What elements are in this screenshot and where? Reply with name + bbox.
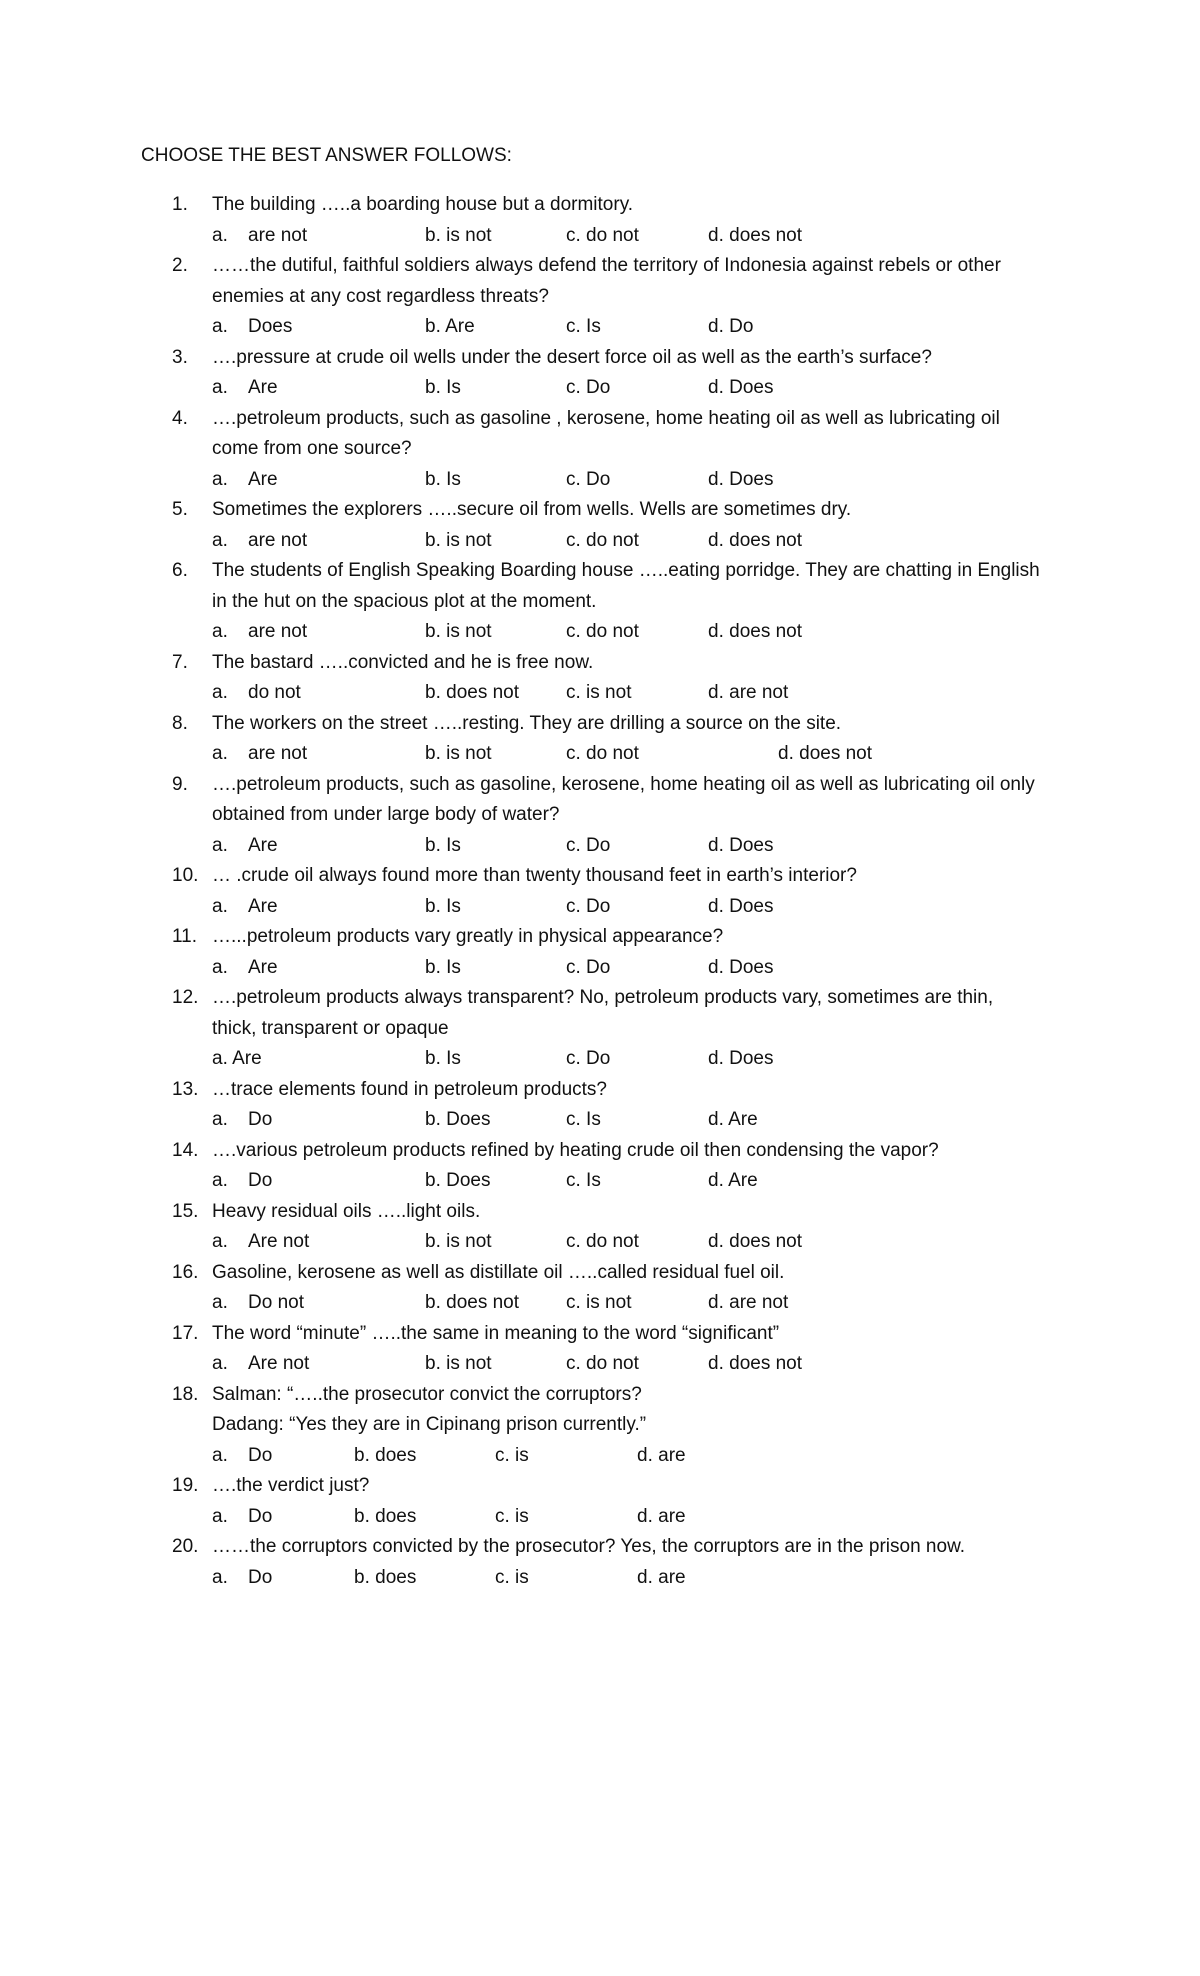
- question-text: ….petroleum products, such as gasoline, kerosene, home heating oil as well as lubricating oil only: [212, 773, 1035, 795]
- option-letter: a.: [212, 1353, 228, 1374]
- option-text: are not: [248, 529, 308, 551]
- answer-option[interactable]: b. Is: [425, 834, 461, 856]
- answer-option[interactable]: d. are not: [708, 682, 789, 703]
- option-text: are not: [248, 224, 308, 246]
- question-text: Sometimes the explorers …..secure oil from wells. Wells are sometimes dry.: [212, 499, 852, 520]
- answer-option[interactable]: c. is: [495, 1444, 529, 1466]
- answer-option[interactable]: [212, 678, 301, 709]
- answer-option[interactable]: b. Does: [425, 1170, 491, 1191]
- option-text: Do: [248, 1444, 273, 1466]
- option-text: Do: [248, 1109, 273, 1130]
- answer-option[interactable]: b. Does: [425, 1109, 491, 1130]
- option-letter: a.: [212, 895, 228, 917]
- question-number: 11.: [172, 926, 198, 947]
- question-text: enemies at any cost regardless threats?: [212, 285, 549, 307]
- answer-option[interactable]: d. are: [637, 1566, 686, 1588]
- answer-option[interactable]: [212, 1349, 309, 1380]
- question-text: The word “minute” …..the same in meaning to the word “significant”: [212, 1322, 780, 1344]
- answer-option[interactable]: [212, 1502, 272, 1533]
- question-line: [0, 709, 1200, 740]
- question-line: [0, 648, 1200, 679]
- question-item: [0, 983, 1200, 1075]
- question-text: come from one source?: [212, 438, 412, 459]
- answer-option[interactable]: b. is not: [425, 621, 492, 642]
- answer-option[interactable]: c. is not: [566, 682, 632, 703]
- question-text: ……the corruptors convicted by the prosecutor? Yes, the corruptors are in the prison now.: [212, 1536, 966, 1557]
- option-letter: a.: [212, 682, 228, 703]
- answer-option[interactable]: d. are not: [708, 1292, 789, 1313]
- question-item: [0, 922, 1200, 983]
- question-line: [0, 1197, 1200, 1228]
- answer-option[interactable]: [212, 221, 307, 252]
- option-text: Do not: [248, 1292, 304, 1313]
- question-number: 4.: [172, 407, 188, 429]
- option-text: Do: [248, 1566, 273, 1588]
- answer-option[interactable]: d. Does: [708, 895, 774, 917]
- answer-option[interactable]: b. is not: [425, 1231, 492, 1252]
- option-text: Are: [248, 377, 278, 398]
- question-item: [0, 1075, 1200, 1136]
- answer-options: [0, 1441, 1200, 1472]
- answer-option[interactable]: c. Do: [566, 956, 611, 978]
- answer-option[interactable]: c. do not: [566, 1353, 639, 1374]
- answer-option[interactable]: [212, 526, 307, 557]
- answer-option[interactable]: c. do not: [566, 743, 639, 764]
- answer-option[interactable]: [212, 831, 278, 862]
- answer-option[interactable]: c. Is: [566, 316, 601, 337]
- answer-option[interactable]: d. does not: [708, 1353, 803, 1374]
- answer-option[interactable]: [212, 1288, 304, 1319]
- answer-option[interactable]: b. does not: [425, 1292, 520, 1313]
- option-text: Do: [248, 1170, 273, 1191]
- question-number: 3.: [172, 346, 188, 368]
- answer-option[interactable]: [212, 1166, 272, 1197]
- answer-option[interactable]: c. do not: [566, 224, 639, 246]
- option-letter: a.: [212, 468, 228, 490]
- question-number: 15.: [172, 1200, 199, 1222]
- answer-options: [0, 1166, 1200, 1197]
- question-text: …...petroleum products vary greatly in physical appearance?: [212, 926, 724, 947]
- question-item: [0, 1197, 1200, 1258]
- question-line: [0, 1410, 1200, 1441]
- question-line: [0, 343, 1200, 374]
- question-number: 17.: [172, 1322, 199, 1344]
- answer-option[interactable]: d. Does: [708, 834, 774, 856]
- answer-option[interactable]: d. are: [637, 1505, 686, 1527]
- question-line: [0, 1075, 1200, 1106]
- question-number: 20.: [172, 1536, 199, 1557]
- question-line: [0, 983, 1200, 1014]
- question-number: 19.: [172, 1475, 199, 1496]
- answer-option[interactable]: c. Do: [566, 1048, 611, 1069]
- answer-option[interactable]: c. Is: [566, 1170, 601, 1191]
- answer-option[interactable]: [212, 953, 278, 984]
- question-text: Heavy residual oils …..light oils.: [212, 1200, 481, 1222]
- option-text: Are: [248, 895, 278, 917]
- question-number: 12.: [172, 987, 199, 1008]
- answer-options: [0, 373, 1200, 404]
- answer-option[interactable]: b. does not: [425, 682, 520, 703]
- answer-option[interactable]: b. is not: [425, 1353, 492, 1374]
- question-line: [0, 556, 1200, 587]
- answer-option[interactable]: b. does: [354, 1566, 417, 1588]
- question-line: [0, 190, 1200, 221]
- question-item: [0, 190, 1200, 251]
- question-number: 1.: [172, 194, 188, 215]
- option-letter: a.: [212, 1505, 228, 1527]
- answer-option[interactable]: d. does not: [708, 1231, 803, 1252]
- question-item: [0, 1136, 1200, 1197]
- answer-options: [0, 831, 1200, 862]
- answer-options: [0, 526, 1200, 557]
- answer-option[interactable]: [212, 739, 307, 770]
- question-number: 9.: [172, 773, 188, 795]
- answer-option[interactable]: d. Does: [708, 956, 774, 978]
- answer-options: [0, 1349, 1200, 1380]
- option-letter: a.: [212, 1231, 228, 1252]
- option-text: are not: [248, 743, 308, 764]
- answer-option[interactable]: b. Is: [425, 956, 461, 978]
- question-line: [0, 1258, 1200, 1289]
- option-text: do not: [248, 682, 301, 703]
- question-line: [0, 800, 1200, 831]
- answer-option[interactable]: [212, 1105, 272, 1136]
- answer-options: [0, 1044, 1200, 1075]
- option-letter: a.: [212, 834, 228, 856]
- answer-option[interactable]: c. do not: [566, 529, 639, 551]
- answer-option[interactable]: b. Is: [425, 468, 461, 490]
- answer-option[interactable]: d. does not: [708, 529, 803, 551]
- option-letter: a.: [212, 1444, 228, 1466]
- answer-option[interactable]: d. Does: [708, 377, 774, 398]
- question-line: [0, 1136, 1200, 1167]
- option-letter: a.: [212, 1566, 228, 1588]
- question-line: [0, 922, 1200, 953]
- answer-option[interactable]: d. does not: [708, 224, 803, 246]
- answer-option[interactable]: b. does: [354, 1444, 417, 1466]
- question-text: Dadang: “Yes they are in Cipinang prison currently.”: [212, 1414, 647, 1435]
- answer-option[interactable]: c. Do: [566, 834, 611, 856]
- answer-option[interactable]: b. Is: [425, 895, 461, 917]
- answer-options: [0, 953, 1200, 984]
- answer-option[interactable]: b. Is: [425, 1048, 461, 1069]
- option-text: Are not: [248, 1231, 310, 1252]
- option-letter: a.: [212, 377, 228, 398]
- question-number: 14.: [172, 1139, 199, 1161]
- question-item: [0, 1532, 1200, 1593]
- answer-option[interactable]: [212, 465, 278, 496]
- question-item: [0, 1380, 1200, 1472]
- question-item: [0, 556, 1200, 648]
- question-number: 6.: [172, 560, 188, 581]
- question-number: 5.: [172, 499, 188, 520]
- option-text: Does: [248, 316, 293, 337]
- answer-option[interactable]: [212, 1563, 272, 1594]
- question-number: 8.: [172, 712, 188, 734]
- question-text: The students of English Speaking Boarding house …..eating porridge. They are chatting in English: [212, 560, 1040, 581]
- answer-option[interactable]: c. Do: [566, 895, 611, 917]
- answer-option[interactable]: d. Are: [708, 1170, 758, 1191]
- answer-option[interactable]: b. is not: [425, 529, 492, 551]
- question-text: … .crude oil always found more than twenty thousand feet in earth’s interior?: [212, 865, 857, 886]
- question-text: ….petroleum products always transparent? No, petroleum products vary, sometimes are thin,: [212, 987, 994, 1008]
- question-item: [0, 770, 1200, 862]
- answer-option[interactable]: c. Do: [566, 468, 611, 490]
- question-line: [0, 495, 1200, 526]
- question-line: [0, 251, 1200, 282]
- answer-option[interactable]: d. does not: [778, 743, 873, 764]
- question-text: ……the dutiful, faithful soldiers always defend the territory of Indonesia against rebels or other: [212, 255, 1001, 276]
- answer-options: [0, 678, 1200, 709]
- option-text: Are: [248, 834, 278, 856]
- answer-option[interactable]: b. does: [354, 1505, 417, 1527]
- answer-option[interactable]: d. Does: [708, 468, 774, 490]
- option-text: Are not: [248, 1353, 310, 1374]
- answer-option[interactable]: [212, 892, 278, 923]
- question-text: ….the verdict just?: [212, 1475, 370, 1496]
- answer-option[interactable]: [212, 373, 278, 404]
- question-text: …trace elements found in petroleum products?: [212, 1078, 607, 1100]
- question-text: obtained from under large body of water?: [212, 804, 560, 825]
- question-number: 10.: [172, 865, 199, 886]
- question-list: [0, 190, 1200, 1593]
- option-letter: a.: [212, 1109, 228, 1130]
- question-line: [0, 861, 1200, 892]
- answer-option[interactable]: [212, 1227, 309, 1258]
- option-text: Do: [248, 1505, 273, 1527]
- question-text: ….pressure at crude oil wells under the desert force oil as well as the earth’s surface?: [212, 346, 932, 368]
- answer-option[interactable]: [212, 1441, 272, 1472]
- question-text: in the hut on the spacious plot at the moment.: [212, 590, 597, 612]
- option-letter: a.: [212, 1170, 228, 1191]
- question-item: [0, 648, 1200, 709]
- option-letter: a.: [212, 316, 228, 337]
- answer-options: [0, 312, 1200, 343]
- answer-options: [0, 617, 1200, 648]
- question-text: ….petroleum products, such as gasoline , kerosene, home heating oil as well as lubricating oil: [212, 407, 1000, 429]
- answer-option[interactable]: b. Is: [425, 377, 461, 398]
- question-line: [0, 434, 1200, 465]
- question-line: [0, 1319, 1200, 1350]
- question-item: [0, 1471, 1200, 1532]
- question-item: [0, 251, 1200, 343]
- question-line: [0, 1380, 1200, 1411]
- answer-option[interactable]: [212, 312, 292, 343]
- question-text: thick, transparent or opaque: [212, 1017, 449, 1039]
- question-line: [0, 1471, 1200, 1502]
- question-item: [0, 861, 1200, 922]
- answer-option[interactable]: c. Is: [566, 1109, 601, 1130]
- answer-options: [0, 1288, 1200, 1319]
- question-item: [0, 1319, 1200, 1380]
- question-item: [0, 495, 1200, 556]
- answer-options: [0, 1105, 1200, 1136]
- answer-option[interactable]: c. do not: [566, 1231, 639, 1252]
- question-text: Salman: “…..the prosecutor convict the corruptors?: [212, 1383, 642, 1405]
- question-line: [0, 587, 1200, 618]
- question-line: [0, 1014, 1200, 1045]
- option-letter: a.: [212, 224, 228, 246]
- answer-option[interactable]: a. Are: [212, 1048, 262, 1069]
- question-item: [0, 343, 1200, 404]
- option-text: are not: [248, 621, 308, 642]
- answer-option[interactable]: b. is not: [425, 224, 492, 246]
- answer-options: [0, 1227, 1200, 1258]
- question-number: 18.: [172, 1383, 199, 1405]
- answer-option[interactable]: b. is not: [425, 743, 492, 764]
- answer-option[interactable]: b. Are: [425, 316, 475, 337]
- question-line: [0, 770, 1200, 801]
- page-heading: CHOOSE THE BEST ANSWER FOLLOWS:: [141, 145, 512, 166]
- answer-option[interactable]: c. do not: [566, 621, 639, 642]
- answer-options: [0, 465, 1200, 496]
- question-item: [0, 709, 1200, 770]
- question-text: ….various petroleum products refined by heating crude oil then condensing the vapor?: [212, 1139, 939, 1161]
- answer-option[interactable]: d. are: [637, 1444, 686, 1466]
- question-number: 16.: [172, 1261, 199, 1283]
- question-line: [0, 404, 1200, 435]
- option-text: Are: [248, 956, 278, 978]
- answer-option[interactable]: c. is: [495, 1505, 529, 1527]
- answer-option[interactable]: c. is not: [566, 1292, 632, 1313]
- question-text: The building …..a boarding house but a dormitory.: [212, 194, 634, 215]
- question-item: [0, 1258, 1200, 1319]
- question-line: [0, 282, 1200, 313]
- question-text: The bastard …..convicted and he is free now.: [212, 651, 594, 673]
- option-letter: a.: [212, 743, 228, 764]
- answer-option[interactable]: d. Are: [708, 1109, 758, 1130]
- answer-options: [0, 1563, 1200, 1594]
- question-text: The workers on the street …..resting. They are drilling a source on the site.: [212, 712, 842, 734]
- option-letter: a.: [212, 529, 228, 551]
- option-letter: a.: [212, 956, 228, 978]
- question-number: 7.: [172, 651, 188, 673]
- answer-option[interactable]: d. Do: [708, 316, 754, 337]
- option-letter: a.: [212, 1292, 228, 1313]
- answer-option[interactable]: [212, 617, 307, 648]
- answer-option[interactable]: d. Does: [708, 1048, 774, 1069]
- answer-options: [0, 1502, 1200, 1533]
- answer-option[interactable]: c. Do: [566, 377, 611, 398]
- option-text: Are: [248, 468, 278, 490]
- answer-options: [0, 221, 1200, 252]
- option-letter: a.: [212, 621, 228, 642]
- answer-options: [0, 892, 1200, 923]
- answer-options: [0, 739, 1200, 770]
- question-item: [0, 404, 1200, 496]
- question-line: [0, 1532, 1200, 1563]
- answer-option[interactable]: c. is: [495, 1566, 529, 1588]
- question-number: 2.: [172, 255, 188, 276]
- question-number: 13.: [172, 1078, 199, 1100]
- question-text: Gasoline, kerosene as well as distillate oil …..called residual fuel oil.: [212, 1261, 785, 1283]
- answer-option[interactable]: d. does not: [708, 621, 803, 642]
